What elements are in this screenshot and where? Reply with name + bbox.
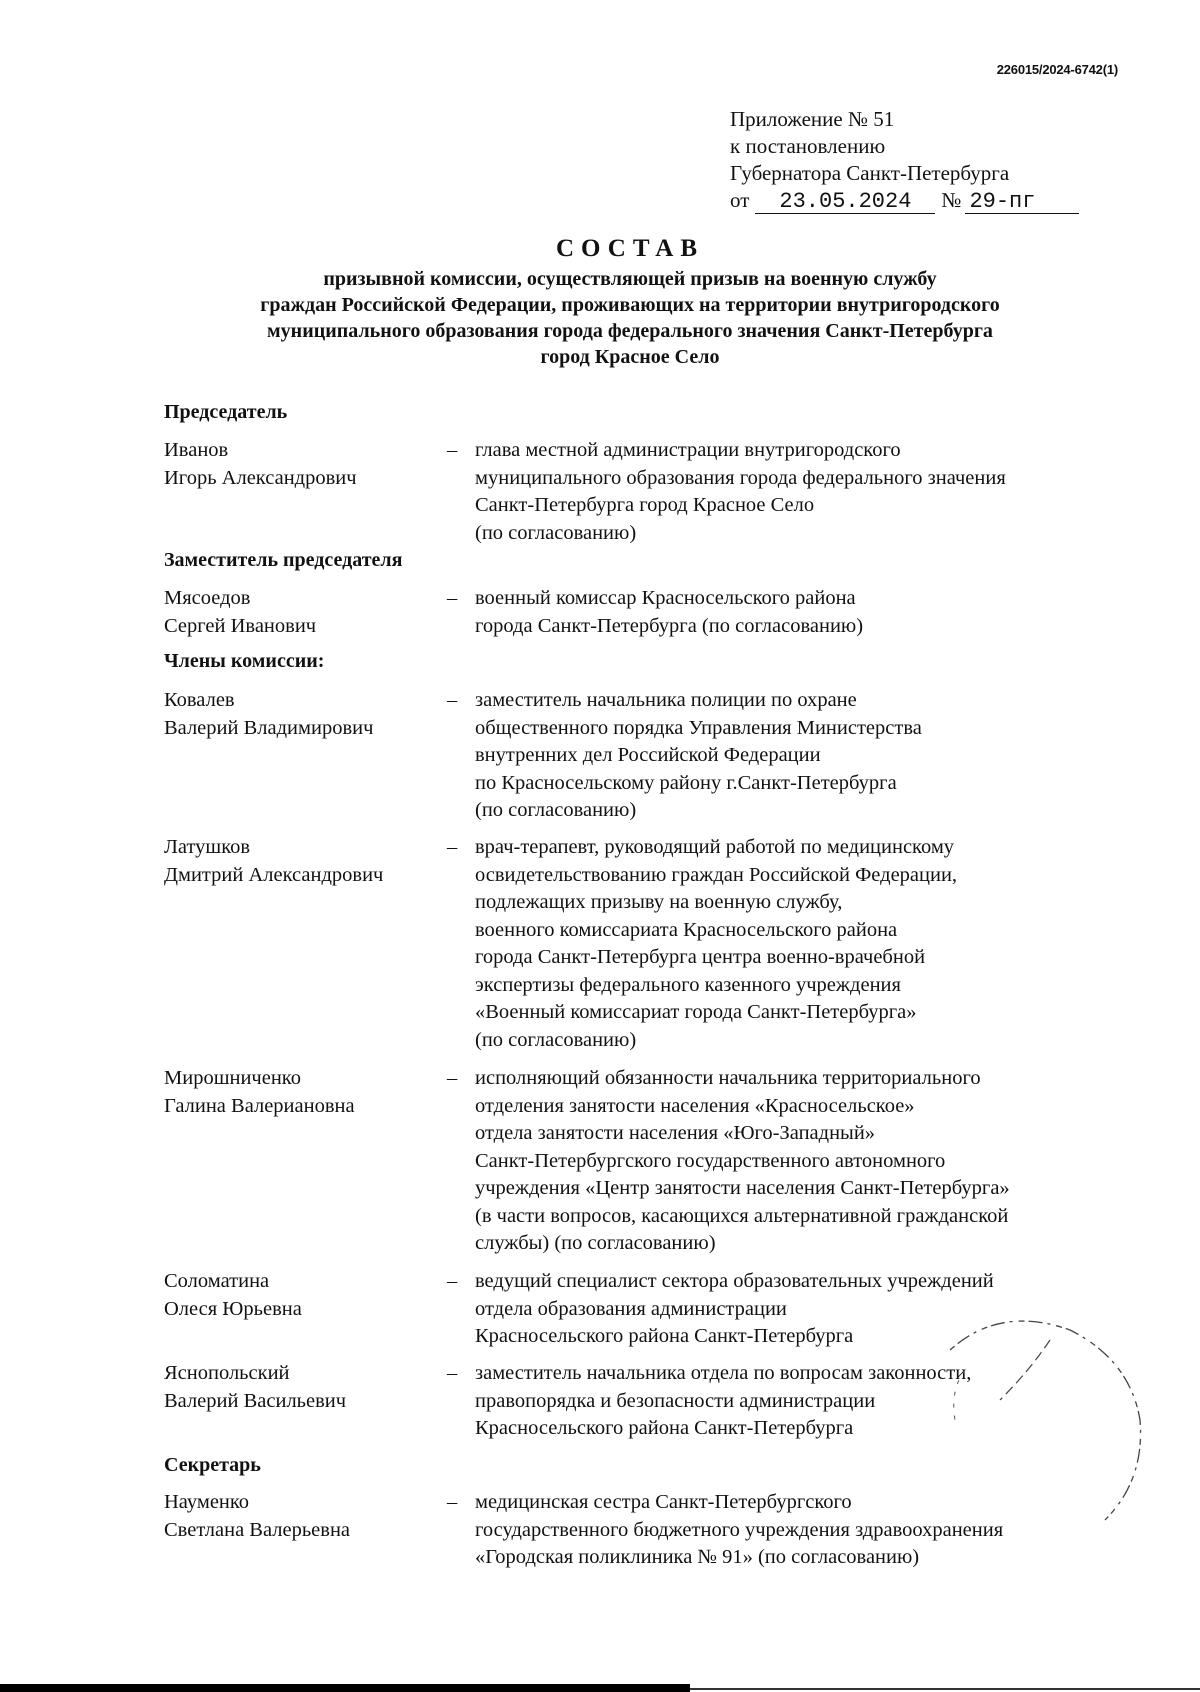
document-registration-number: 226015/2024-6742(1) xyxy=(996,62,1118,77)
person-surname: Мирошниченко xyxy=(164,1067,301,1089)
appendix-issuer: Губернатора Санкт-Петербурга xyxy=(730,161,1010,185)
title-sub-line: муниципального образования города федерального значения Санкт-Петербурга xyxy=(267,320,993,342)
person-surname: Науменко xyxy=(164,1491,250,1513)
person-name xyxy=(164,687,434,742)
person-position xyxy=(475,834,1135,1054)
position-line: (по согласованию) xyxy=(475,1028,637,1051)
title-sub-line: граждан Российской Федерации, проживающих на территории внутригородского xyxy=(260,294,1000,316)
entry-dash: – xyxy=(447,1270,458,1292)
person-position xyxy=(475,1489,1135,1572)
entry-dash: – xyxy=(447,1067,458,1089)
person-name xyxy=(164,834,434,889)
person-given-names: Галина Валериановна xyxy=(164,1094,355,1117)
appendix-number: Приложение № 51 xyxy=(730,107,895,131)
number-prefix: № xyxy=(941,188,962,212)
person-given-names: Валерий Васильевич xyxy=(164,1389,347,1412)
position-line: города Санкт-Петербурга центра военно-врачебной xyxy=(475,946,926,968)
person-name xyxy=(164,1360,434,1415)
position-line: врач-терапевт, руководящий работой по медицинскому xyxy=(475,836,955,858)
position-line: отдела занятости населения «Юго-Западный» xyxy=(475,1122,876,1144)
person-position xyxy=(475,687,1135,825)
decree-number: 29-пг xyxy=(965,191,1079,214)
entry-dash: – xyxy=(447,836,458,858)
decree-date-number xyxy=(730,187,1110,214)
entry-dash: – xyxy=(447,439,458,461)
date-prefix: от xyxy=(730,188,750,212)
position-line: «Военный комиссариат города Санкт-Петербурга» xyxy=(475,1001,917,1023)
person-name xyxy=(164,1065,434,1120)
position-line: Красносельского района Санкт-Петербурга xyxy=(475,1325,854,1347)
position-line: военный комиссар Красносельского района xyxy=(475,587,856,609)
decree-date: 23.05.2024 xyxy=(755,191,935,214)
position-line: (по согласованию) xyxy=(475,521,637,544)
title-sub-line: город Красное Село xyxy=(540,346,720,368)
position-line: города Санкт-Петербурга (по согласованию) xyxy=(475,614,864,637)
appendix-header xyxy=(730,106,1110,214)
entry-dash: – xyxy=(447,1362,458,1384)
scan-edge-dark xyxy=(0,1684,690,1692)
person-given-names: Сергей Иванович xyxy=(164,614,317,637)
person-position xyxy=(475,1268,1135,1351)
title-sub-line: призывной комиссии, осуществляющей призыв на военную службу xyxy=(323,268,937,290)
section-members: Члены комиссии: xyxy=(164,650,325,672)
position-line: подлежащих призыву на военную службу, xyxy=(475,891,843,913)
person-surname: Мясоедов xyxy=(164,587,251,609)
position-line: заместитель начальника полиции по охране xyxy=(475,689,857,711)
document-title xyxy=(150,234,1110,370)
person-surname: Латушков xyxy=(164,836,251,858)
position-line: по Красносельскому району г.Санкт-Петербурга xyxy=(475,771,897,794)
title-subtitle xyxy=(150,266,1110,370)
person-surname: Соломатина xyxy=(164,1270,270,1292)
position-line: исполняющий обязанности начальника территориального xyxy=(475,1067,981,1089)
section-deputy-chairman: Заместитель председателя xyxy=(164,549,403,571)
person-given-names: Олеся Юрьевна xyxy=(164,1297,302,1320)
person-given-names: Валерий Владимирович xyxy=(164,716,374,739)
section-chairman: Председатель xyxy=(164,401,288,423)
position-line: освидетельствованию граждан Российской Федерации, xyxy=(475,863,958,886)
position-line: отдела образования администрации xyxy=(475,1297,787,1320)
position-line: «Городская поликлиника № 91» (по согласованию) xyxy=(475,1546,920,1568)
title-main: СОСТАВ xyxy=(555,235,705,262)
position-line: медицинская сестра Санкт-Петербургского xyxy=(475,1491,852,1513)
person-name xyxy=(164,585,434,640)
person-position xyxy=(475,1360,1135,1443)
appendix-reference: к постановлению xyxy=(730,134,886,158)
position-line: военного комиссариата Красносельского района xyxy=(475,918,898,941)
position-line: заместитель начальника отдела по вопросам законности, xyxy=(475,1362,972,1384)
position-line: ведущий специалист сектора образовательных учреждений xyxy=(475,1270,994,1292)
scan-bottom-edge xyxy=(0,1684,1200,1692)
person-surname: Ковалев xyxy=(164,689,235,711)
position-line: муниципального образования города федерального значения xyxy=(475,466,1006,489)
position-line: внутренних дел Российской Федерации xyxy=(475,744,821,766)
position-line: (в части вопросов, касающихся альтернативной гражданской xyxy=(475,1204,1009,1227)
person-name xyxy=(164,1489,434,1544)
position-line: экспертизы федерального казенного учреждения xyxy=(475,973,901,996)
position-line: (по согласованию) xyxy=(475,799,637,821)
person-given-names: Игорь Александрович xyxy=(164,466,357,489)
person-given-names: Светлана Валерьевна xyxy=(164,1518,351,1541)
position-line: учреждения «Центр занятости населения Санкт-Петербурга» xyxy=(475,1177,1010,1199)
entry-dash: – xyxy=(447,587,458,609)
person-name xyxy=(164,1268,434,1323)
scan-edge-light xyxy=(690,1688,1200,1690)
position-line: Санкт-Петербургского государственного автономного xyxy=(475,1149,946,1172)
entry-dash: – xyxy=(447,1491,458,1513)
section-secretary: Секретарь xyxy=(164,1454,261,1476)
position-line: правопорядка и безопасности администрации xyxy=(475,1389,876,1412)
person-position xyxy=(475,437,1135,547)
position-line: общественного порядка Управления Министерства xyxy=(475,716,922,739)
position-line: службы) (по согласованию) xyxy=(475,1232,716,1254)
position-line: глава местной администрации внутригородского xyxy=(475,439,901,461)
entry-dash: – xyxy=(447,689,458,711)
person-position xyxy=(475,1065,1135,1258)
person-position xyxy=(475,585,1135,640)
position-line: Красносельского района Санкт-Петербурга xyxy=(475,1417,854,1439)
position-line: государственного бюджетного учреждения здравоохранения xyxy=(475,1518,1004,1541)
position-line: отделения занятости населения «Красносельское» xyxy=(475,1094,915,1117)
position-line: Санкт-Петербурга город Красное Село xyxy=(475,494,815,516)
person-name xyxy=(164,437,434,492)
person-surname: Яснопольский xyxy=(164,1362,290,1384)
person-surname: Иванов xyxy=(164,439,229,461)
person-given-names: Дмитрий Александрович xyxy=(164,863,384,886)
